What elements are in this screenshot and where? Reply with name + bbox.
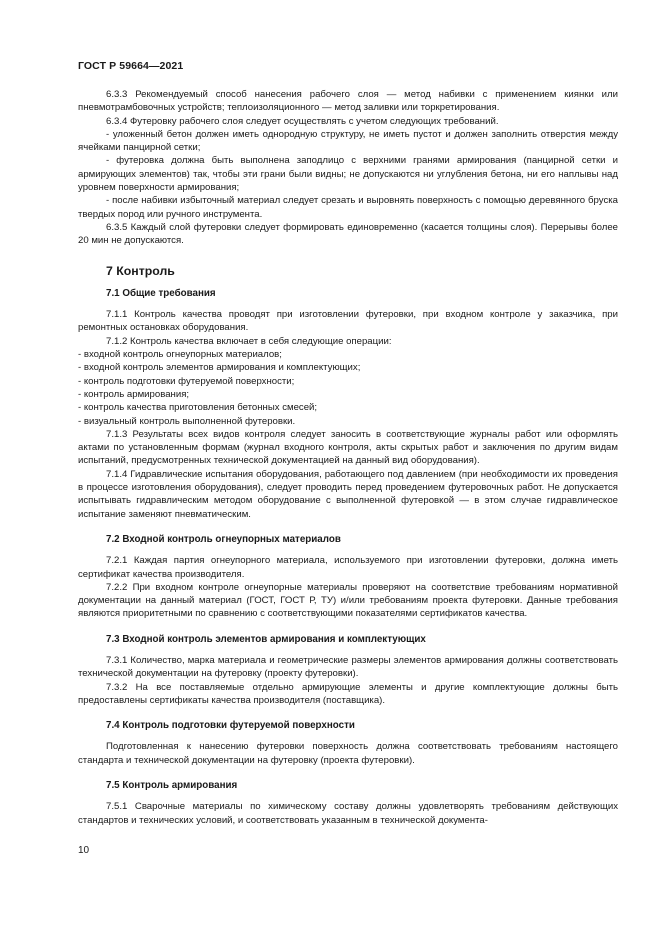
list-item: - входной контроль огнеупорных материалов; xyxy=(78,349,282,361)
section-title-7: 7 Контроль xyxy=(106,263,175,278)
list-item: - визуальный контроль выполненной футеровки. xyxy=(78,415,296,427)
paragraph-6-3-4: 6.3.4 Футеровку рабочего слоя следует осуществлять с учетом следующих требований. xyxy=(106,115,499,127)
paragraph-6-3-3: 6.3.3 Рекомендуемый способ нанесения рабочего слоя — метод набивки с применением киянки или пневмотрамбовочных устройств; теплоизоляционного — метод заливки или торкретирования. xyxy=(78,89,618,114)
paragraph-7-1-4: 7.1.4 Гидравлические испытания оборудования, работающего под давлением (при необходимости их проведения в процессе изготовления оборудования), следует проводить перед проведением футеровочных работ. Не допускается испытывать гидравлическим методом оборудование с выполненной футеровкой — в этом случае гидравлическое испытание заменяют пневматическим. xyxy=(78,468,618,520)
subsection-title-7-4: 7.4 Контроль подготовки футеруемой поверхности xyxy=(106,720,355,732)
list-item: - контроль армирования; xyxy=(78,388,190,400)
paragraph-7-4: Подготовленная к нанесению футеровки поверхность должна соответствовать требованиям настоящего стандарта и технической документации на футеровку (проекта футеровки). xyxy=(78,741,618,766)
paragraph-7-1-2: 7.1.2 Контроль качества включает в себя следующие операции: xyxy=(106,335,392,347)
list-item: - контроль качества приготовления бетонных смесей; xyxy=(78,402,318,414)
subsection-title-7-2: 7.2 Входной контроль огнеупорных материалов xyxy=(106,533,341,545)
list-item: - после набивки избыточный материал следует срезать и выровнять поверхность с помощью деревянного бруска твердых пород или ручного инструмента. xyxy=(78,195,618,220)
paragraph-7-2-1: 7.2.1 Каждая партия огнеупорного материала, используемого при изготовлении футеровки, должна иметь сертификат качества производителя. xyxy=(78,555,618,580)
paragraph-6-3-5: 6.3.5 Каждый слой футеровки следует формировать единовременно (касается толщины слоя). Перерывы более 20 мин не допускаются. xyxy=(78,221,618,247)
subsection-title-7-1: 7.1 Общие требования xyxy=(106,287,216,299)
subsection-title-7-3: 7.3 Входной контроль элементов армирования и комплектующих xyxy=(106,633,426,645)
paragraph-7-3-1: 7.3.1 Количество, марка материала и геометрические размеры элементов армирования должны соответствовать технической документации на футеровку (проекту футеровки). xyxy=(78,654,618,680)
list-item: - контроль подготовки футеруемой поверхности; xyxy=(78,375,295,387)
list-item: - входной контроль элементов армирования и комплектующих; xyxy=(78,362,361,374)
paragraph-7-1-1: 7.1.1 Контроль качества проводят при изготовлении футеровки, при входном контроле у заказчика, при ремонтных остановках оборудования. xyxy=(78,309,618,334)
list-item: - уложенный бетон должен иметь однородную структуру, не иметь пустот и должен заполнить отверстия между ячейками панцирной сетки; xyxy=(78,128,618,154)
paragraph-7-5-1: 7.5.1 Сварочные материалы по химическому составу должны удовлетворять требованиям действующих стандартов и технических условий, и соответствовать указанным в технической документа- xyxy=(78,801,618,826)
paragraph-7-2-2: 7.2.2 При входном контроле огнеупорные материалы проверяют на соответствие требованиям нормативной документации на данный материал (ГОСТ, ГОСТ Р, ТУ) и/или требованиям проекта футеровки. Данные требования являются приоритетными по сравнению с соответствующими показателями сертификатов качества. xyxy=(78,581,618,620)
document-header: ГОСТ Р 59664—2021 xyxy=(78,60,184,72)
paragraph-7-3-2: 7.3.2 На все поставляемые отдельно армирующие элементы и другие комплектующие должны быть предоставлены сертификаты качества производителя (поставщика). xyxy=(78,681,618,706)
document-body xyxy=(78,88,618,827)
page-number: 10 xyxy=(78,845,90,856)
list-item: - футеровка должна быть выполнена заподлицо с верхними гранями армирования (панцирной сетки и армирующих элементов) так, чтобы эти грани были видны; не допускаются ни углубления бетона, ни его наплывы над уровнем поверхности армирования; xyxy=(78,155,618,194)
subsection-title-7-5: 7.5 Контроль армирования xyxy=(106,780,238,792)
paragraph-7-1-3: 7.1.3 Результаты всех видов контроля следует заносить в соответствующие журналы работ или оформлять актами по установленным формам (журнал входного контроля, акты скрытых работ и заключения по другим видам испытаний, предусмотренных технической документацией на данный вид оборудования). xyxy=(78,428,618,467)
